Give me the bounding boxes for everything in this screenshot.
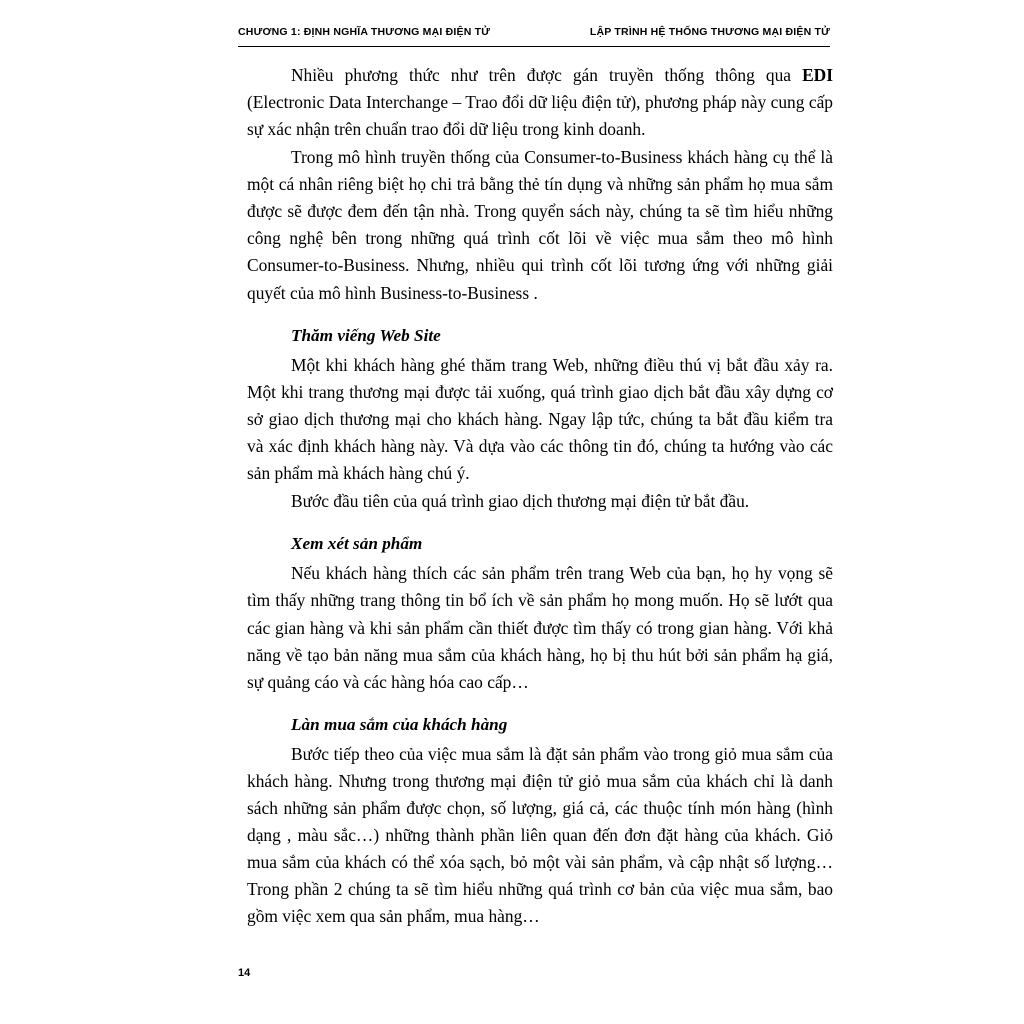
header-chapter-title: CHƯƠNG 1: ĐỊNH NGHĨA THƯƠNG MẠI ĐIỆN TỬ bbox=[238, 26, 491, 38]
paragraph: Bước tiếp theo của việc mua sắm là đặt sản phẩm vào trong giỏ mua sắm của khách hàng. Nhưng trong thương mại điện tử giỏ mua sắm của khách chỉ là danh sách những sản phẩm được chọn, số lượng, giá cả, các thuộc tính món hàng (hình dạng , màu sắc…) những thành phần liên quan đến đơn đặt hàng của khách. Giỏ mua sắm của khách có thể xóa sạch, bỏ một vài sản phẩm, và cập nhật số lượng… Trong phần 2 chúng ta sẽ tìm hiểu những quá trình cơ bản của việc mua sắm, bao gồm việc xem qua sản phẩm, mua hàng… bbox=[247, 743, 833, 927]
paragraph: Trong mô hình truyền thống của Consumer-to-Business khách hàng cụ thể là một cá nhân riêng biệt họ chi trả bằng thẻ tín dụng và những sản phẩm họ mua sắm được sẽ được đem đến tận nhà. Trong quyển sách này, chúng ta sẽ tìm hiểu những công nghệ bên trong những quá trình cốt lõi về việc mua sắm theo mô hình Consumer-to-Business. Nhưng, nhiều qui trình cốt lõi tương ứng với những giải quyết của mô hình Business-to-Business . bbox=[247, 147, 833, 303]
paragraph: Bước đầu tiên của quá trình giao dịch thương mại điện tử bắt đầu. bbox=[291, 491, 750, 512]
page-number: 14 bbox=[238, 967, 251, 979]
running-header bbox=[238, 26, 830, 38]
section-heading: Làn mua sắm của khách hàng bbox=[291, 714, 508, 734]
section-heading: Thăm viếng Web Site bbox=[291, 325, 441, 345]
acronym-edi: EDI bbox=[802, 65, 833, 85]
paragraph: Nhiều phương thức như trên được gán truyền thống thông qua EDI (Electronic Data Interchange – Trao đổi dữ liệu điện tử), phương pháp này cung cấp sự xác nhận trên chuẩn trao đổi dữ liệu trong kinh doanh. bbox=[247, 65, 833, 140]
section-heading: Xem xét sản phẩm bbox=[291, 534, 423, 554]
paragraph: Nếu khách hàng thích các sản phẩm trên trang Web của bạn, họ hy vọng sẽ tìm thấy những trang thông tin bổ ích về sản phẩm họ mong muốn. Họ sẽ lướt qua các gian hàng và khi sản phẩm cần thiết được tìm thấy có trong gian hàng. Với khả năng về tạo bản năng mua sắm của khách hàng, họ bị thu hút bởi sản phẩm hạ giá, sự quảng cáo và các hàng hóa cao cấp… bbox=[247, 563, 833, 692]
header-divider bbox=[238, 46, 830, 47]
body-text-column bbox=[247, 62, 833, 930]
paragraph: Một khi khách hàng ghé thăm trang Web, những điều thú vị bắt đầu xảy ra. Một khi trang thương mại được tải xuống, quá trình giao dịch bắt đầu xây dựng cơ sở giao dịch thương mại cho khách hàng. Ngay lập tức, chúng ta bắt đầu kiểm tra và xác định khách hàng này. Và dựa vào các thông tin đó, chúng ta hướng vào các sản phẩm mà khách hàng chú ý. bbox=[247, 354, 833, 484]
header-book-title: LẬP TRÌNH HỆ THỐNG THƯƠNG MẠI ĐIỆN TỬ bbox=[589, 26, 830, 38]
